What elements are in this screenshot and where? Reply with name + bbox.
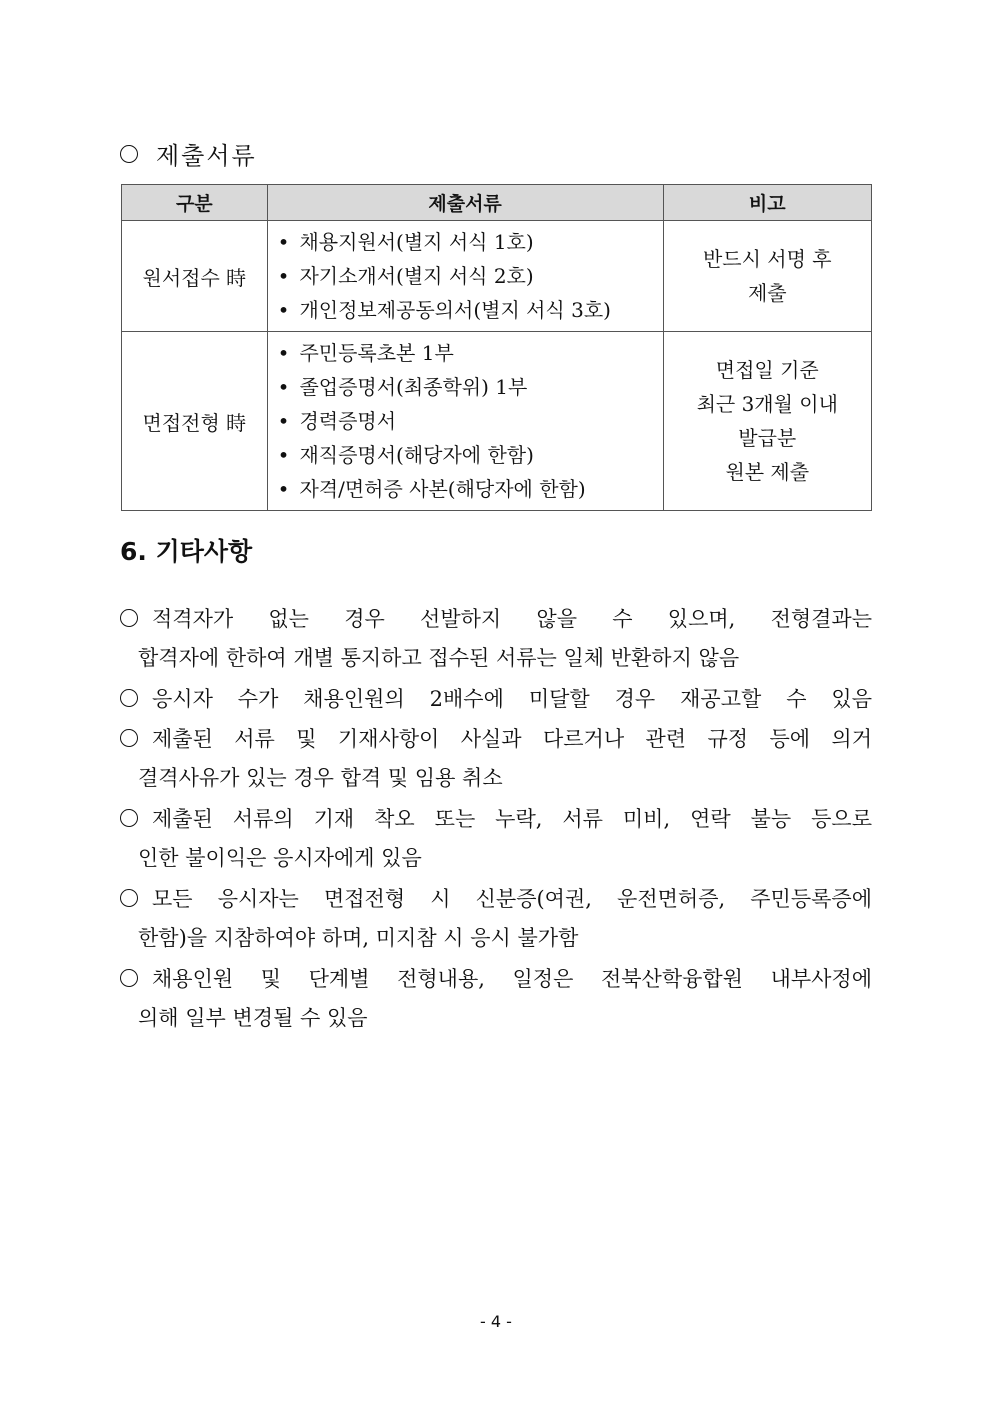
circle-bullet-icon <box>120 809 138 827</box>
item-line: 제출된 서류의 기재 착오 또는 누락, 서류 미비, 연락 불능 등으로 <box>152 807 872 831</box>
list-item <box>120 958 872 1038</box>
note-line: 제출 <box>747 281 787 305</box>
item-line: 적격자가 없는 경우 선발하지 않을 수 있으며, 전형결과는 <box>152 607 872 631</box>
list-item <box>120 718 872 798</box>
item-line: 결격사유가 있는 경우 합격 및 임용 취소 <box>138 766 503 790</box>
note-line: 최근 3개월 이내 <box>696 392 838 416</box>
item-line: 합격자에 한하여 개별 통지하고 접수된 서류는 일체 반환하지 않음 <box>138 646 740 670</box>
note-line: 원본 제출 <box>725 460 810 484</box>
note-line: 면접일 기준 <box>715 358 819 382</box>
doc-item: • 채용지원서(별지 서식 1호) <box>278 225 655 259</box>
header-documents: 제출서류 <box>267 185 663 221</box>
doc-item: • 자격/면허증 사본(해당자에 한함) <box>278 472 655 506</box>
list-item <box>120 598 872 678</box>
doc-item: • 재직증명서(해당자에 한함) <box>278 438 655 472</box>
table-row <box>122 332 872 511</box>
row-docs <box>267 221 663 332</box>
circle-bullet-icon <box>120 729 138 747</box>
notes-list <box>120 598 872 1038</box>
doc-item: • 경력증명서 <box>278 404 655 438</box>
page-number: - 4 - <box>480 1312 512 1331</box>
doc-item: • 주민등록초본 1부 <box>278 336 655 370</box>
circle-bullet-icon <box>120 689 138 707</box>
circle-bullet-icon <box>120 889 138 907</box>
row-category: 원서접수 時 <box>122 221 268 332</box>
circle-bullet-icon <box>120 609 138 627</box>
list-item <box>120 678 872 718</box>
item-line: 채용인원 및 단계별 전형내용, 일정은 전북산학융합원 내부사정에 <box>152 967 872 991</box>
doc-item: • 개인정보제공동의서(별지 서식 3호) <box>278 293 655 327</box>
row-note <box>663 332 871 511</box>
item-line: 모든 응시자는 면접전형 시 신분증(여권, 운전면허증, 주민등록증에 <box>152 887 872 911</box>
item-line: 응시자 수가 채용인원의 2배수에 미달할 경우 재공고할 수 있음 <box>152 687 872 711</box>
section-6-heading: 6. 기타사항 <box>120 537 253 566</box>
item-line: 한함)을 지참하여야 하며, 미지참 시 응시 불가함 <box>138 926 579 950</box>
doc-item: • 자기소개서(별지 서식 2호) <box>278 259 655 293</box>
row-category: 면접전형 時 <box>122 332 268 511</box>
list-item <box>120 878 872 958</box>
item-line: 의해 일부 변경될 수 있음 <box>138 1006 368 1030</box>
row-note <box>663 221 871 332</box>
item-line: 제출된 서류 및 기재사항이 사실과 다르거나 관련 규정 등에 의거 <box>152 727 872 751</box>
circle-bullet-icon <box>120 969 138 987</box>
documents-table <box>121 184 872 511</box>
section-title: 제출서류 <box>156 142 257 170</box>
circle-bullet-icon <box>120 145 138 163</box>
table-header-row <box>122 185 872 221</box>
table-row <box>122 221 872 332</box>
header-note: 비고 <box>663 185 871 221</box>
note-line: 발급분 <box>738 426 797 450</box>
section-heading <box>120 136 257 171</box>
list-item <box>120 798 872 878</box>
header-category: 구분 <box>122 185 268 221</box>
note-line: 반드시 서명 후 <box>702 247 832 271</box>
doc-item: • 졸업증명서(최종학위) 1부 <box>278 370 655 404</box>
row-docs <box>267 332 663 511</box>
item-line: 인한 불이익은 응시자에게 있음 <box>138 846 422 870</box>
